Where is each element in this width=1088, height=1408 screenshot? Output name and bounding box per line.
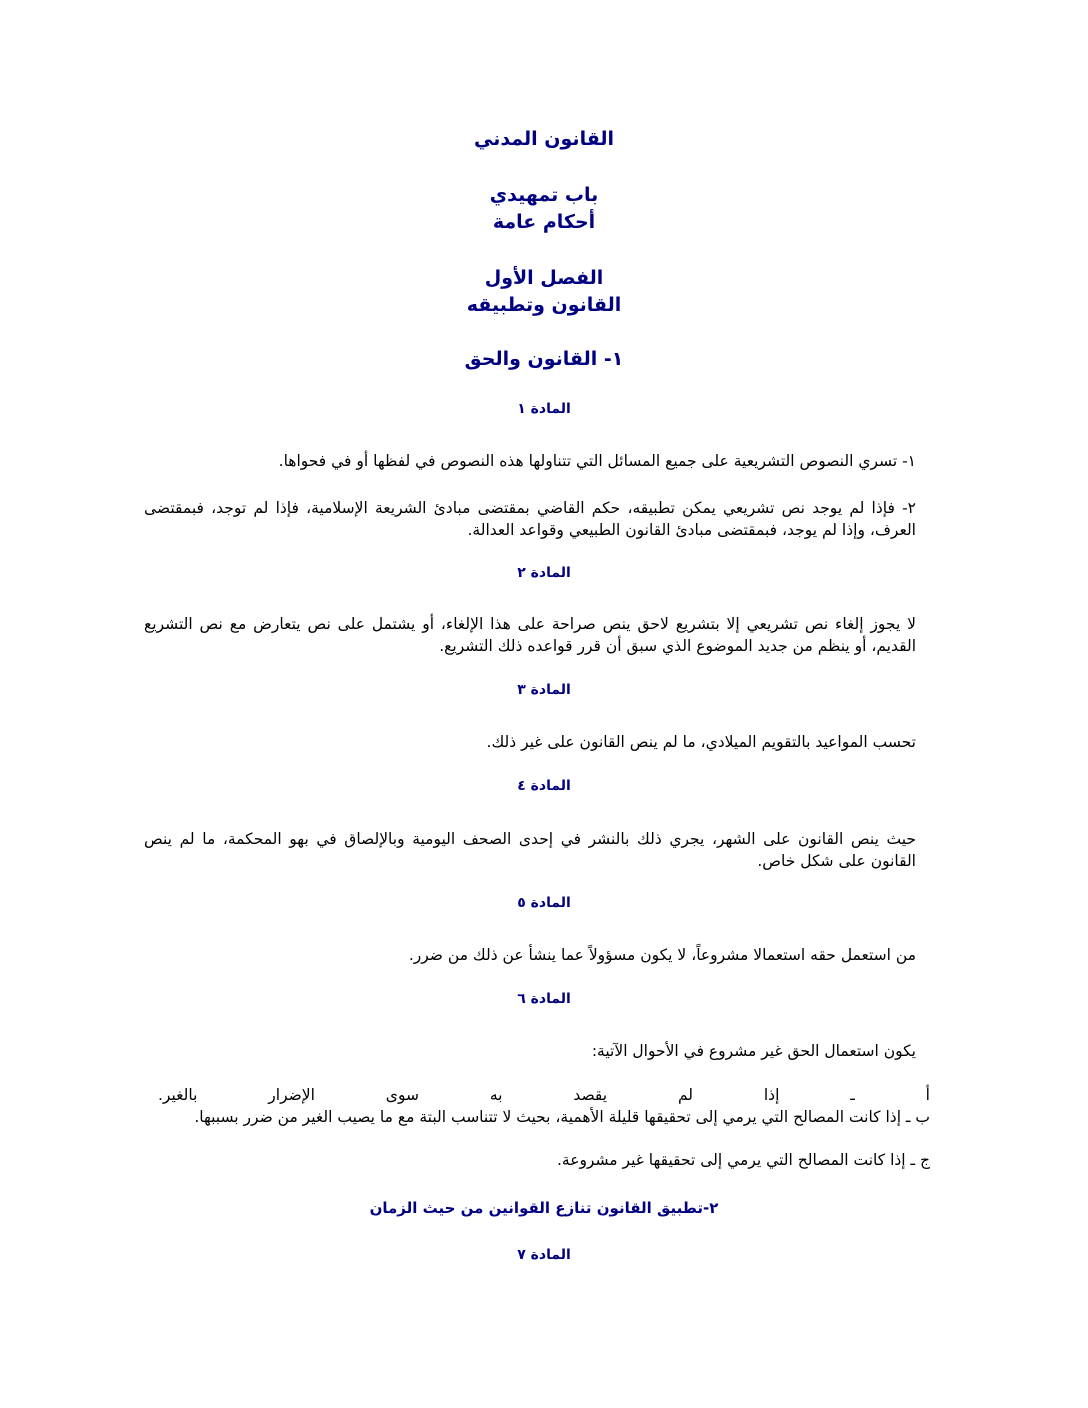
article-heading: المادة ٣ [517,682,571,698]
article-heading: المادة ٦ [517,991,571,1007]
article-paragraph: ٢- فإذا لم يوجد نص تشريعي يمكن تطبيقه، حكم القاضي بمقتضى مبادئ الشريعة الإسلامية، فإذا لم توجد، فبمقتضى العرف، وإذا لم يوجد، فبمقتضى مبادئ القانون الطبيعي وقواعد العدالة. [144,499,916,539]
article-heading: المادة ٥ [517,895,571,911]
part-heading: باب تمهيدي [489,184,599,206]
document-title: القانون المدني [473,128,615,150]
article-heading: المادة ١ [517,401,571,417]
article-paragraph: حيث ينص القانون على الشهر، يجري ذلك بالنشر في إحدى الصحف اليومية وبالإلصاق في بهو المحكمة، ما لم ينص القانون على شكل خاص. [144,830,916,870]
article-heading: المادة ٧ [517,1247,571,1263]
section-heading: ٢-تطبيق القانون تنازع القوانين من حيث الزمان [369,1199,719,1217]
list-item: ب ـ إذا كانت المصالح التي يرمي إلى تحقيقها قليلة الأهمية، بحيث لا تتناسب البتة مع ما يصيب الغير من ضرر بسببها. [194,1108,930,1126]
article-paragraph: تحسب المواعيد بالتقويم الميلادي، ما لم ينص القانون على غير ذلك. [486,733,916,751]
article-paragraph: يكون استعمال الحق غير مشروع في الأحوال الآتية: [591,1042,916,1060]
list-item: ج ـ إذا كانت المصالح التي يرمي إلى تحقيقها غير مشروعة. [556,1151,930,1169]
section-heading: ١- القانون والحق [464,348,624,370]
chapter-subtitle: القانون وتطبيقه [466,294,622,316]
article-paragraph: ١- تسري النصوص التشريعية على جميع المسائل التي تتناولها هذه النصوص في لفظها أو في فحواها. [278,452,916,470]
article-heading: المادة ٢ [517,565,571,581]
article-paragraph: من استعمل حقه استعمالا مشروعاً، لا يكون مسؤولاً عما ينشأ عن ذلك من ضرر. [408,946,916,964]
list-item: أ ـ إذا لم يقصد به سوى الإضرار بالغير. [158,1086,930,1104]
chapter-heading: الفصل الأول [484,267,604,289]
article-heading: المادة ٤ [517,778,571,794]
article-paragraph: لا يجوز إلغاء نص تشريعي إلا بتشريع لاحق ينص صراحة على هذا الإلغاء، أو يشتمل على نص يتعارض مع نص التشريع القديم، أو ينظم من جديد الموضوع الذي سبق أن قرر قواعده ذلك التشريع. [144,615,916,655]
part-subtitle: أحكام عامة [492,211,596,233]
